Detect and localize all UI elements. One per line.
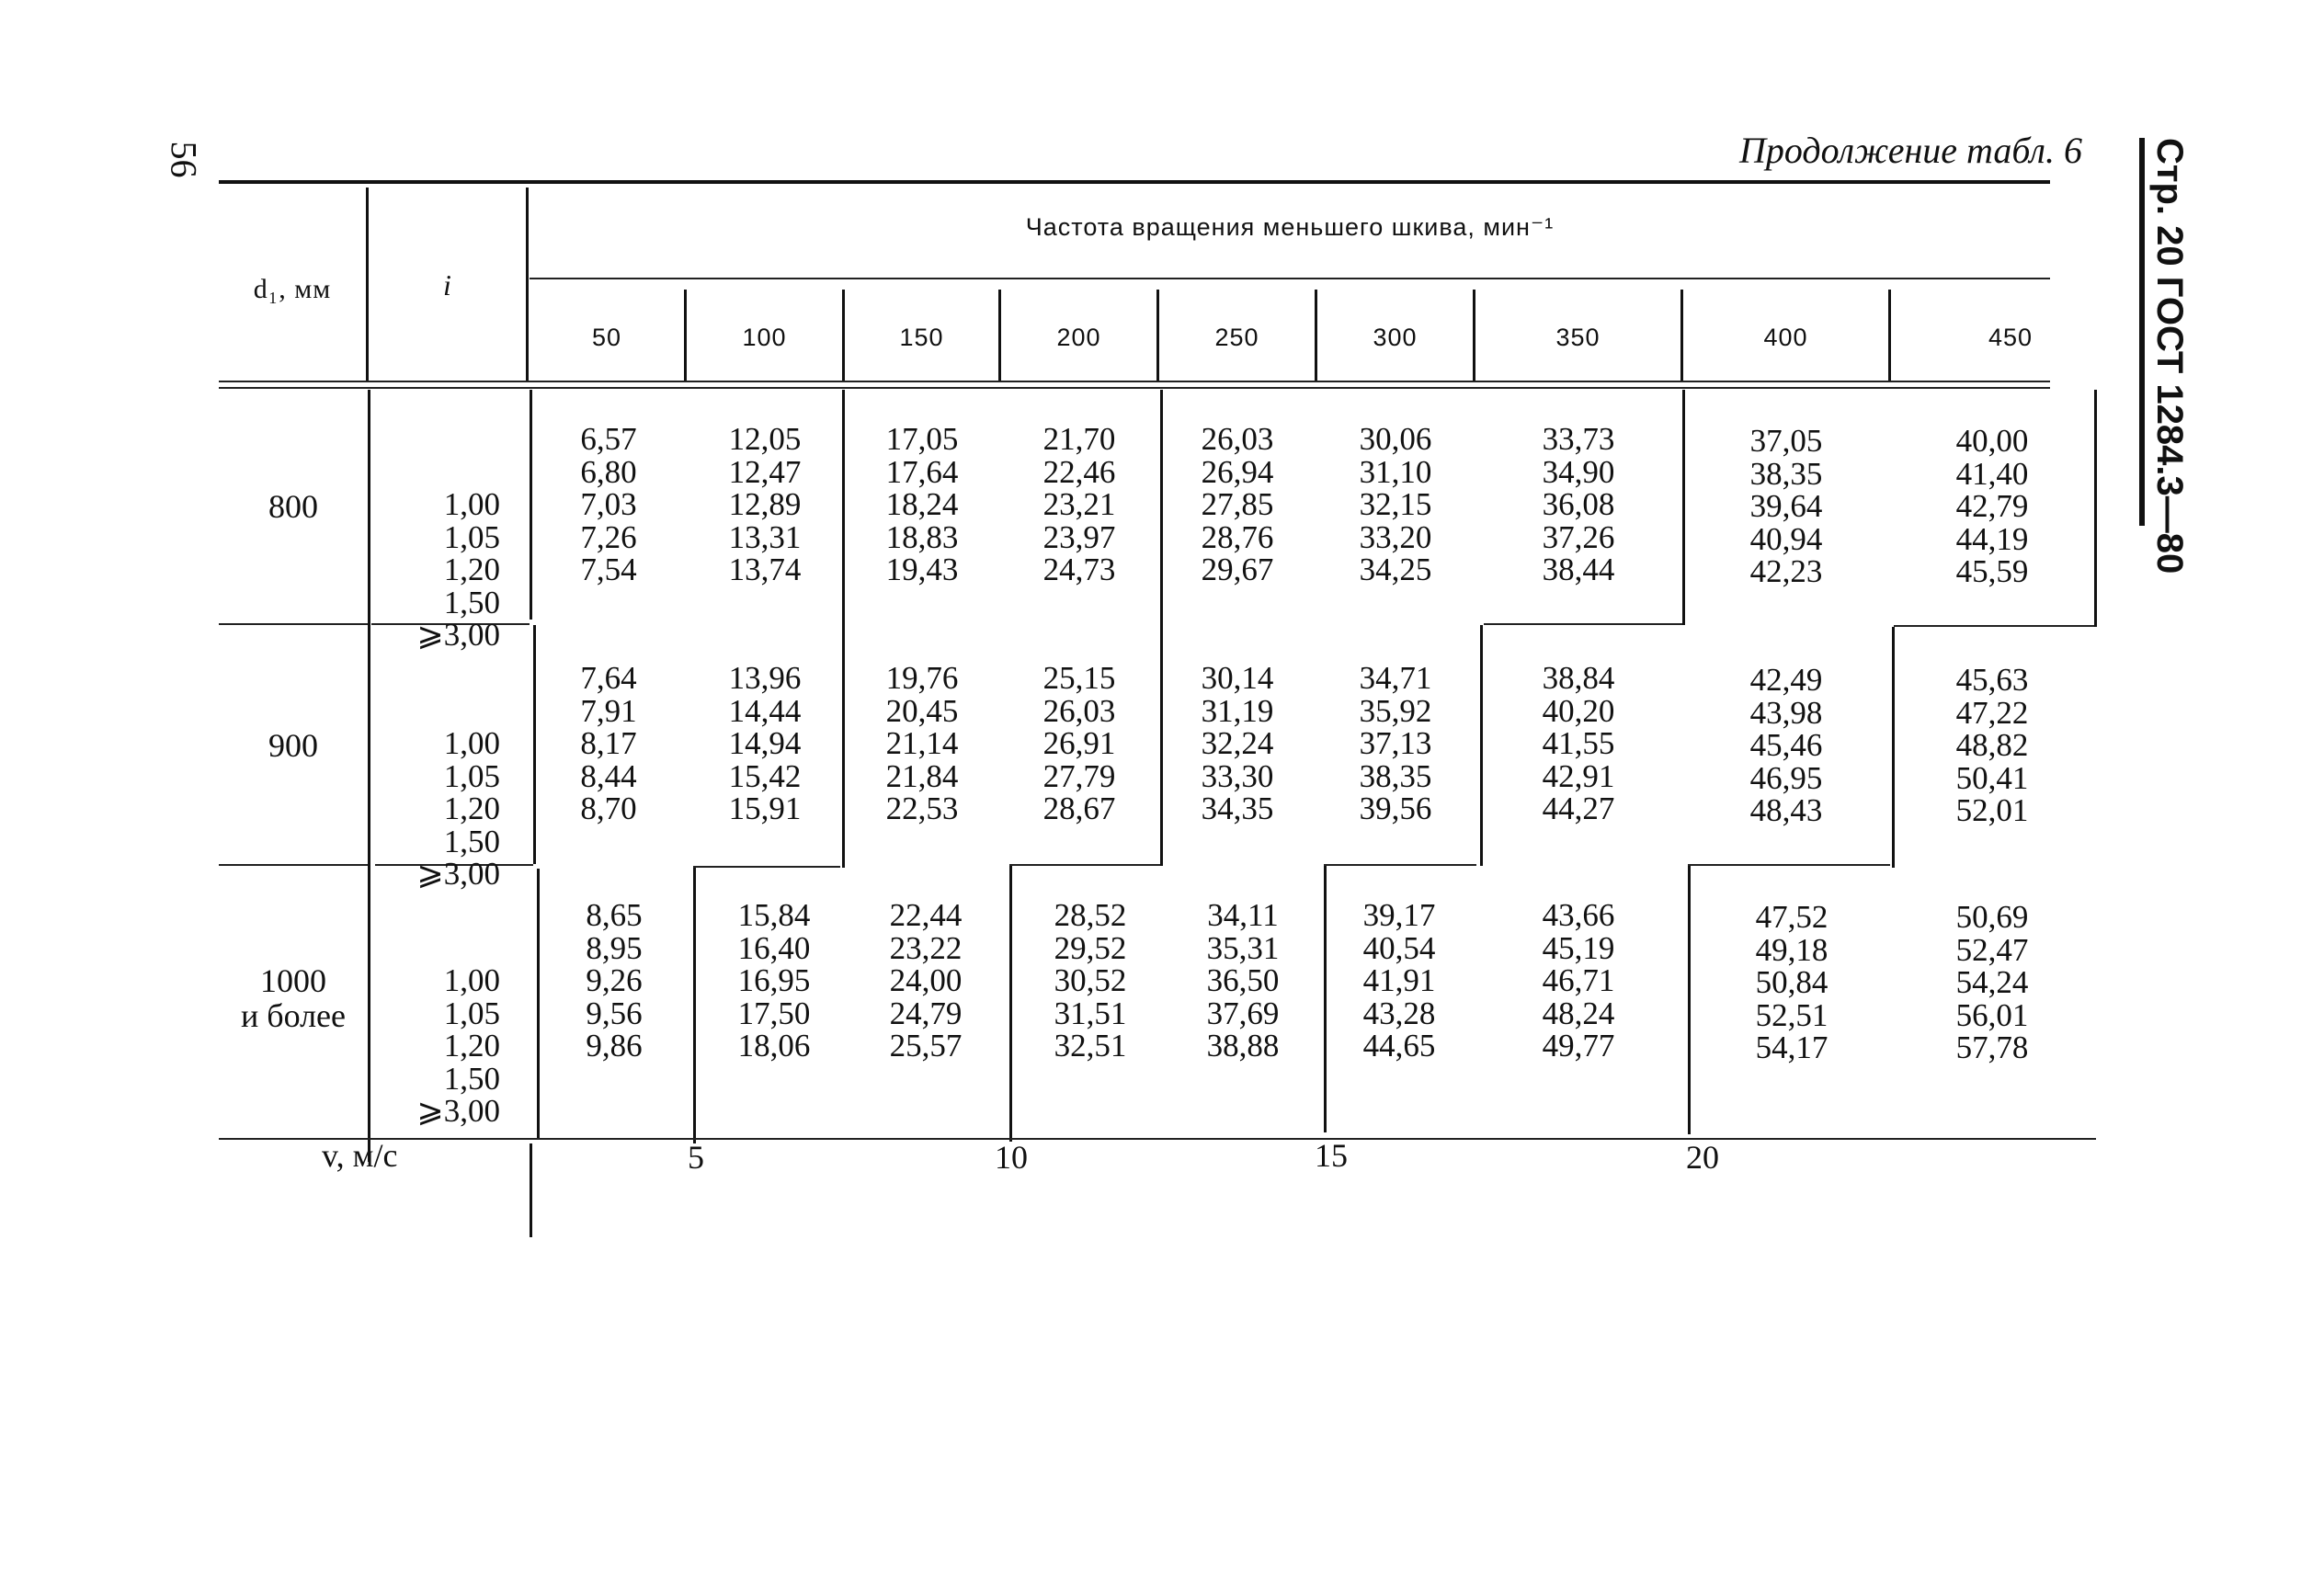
data-column: 50,69 52,47 54,24 56,01 57,78 — [1955, 899, 2029, 1065]
speed-axis-tick — [530, 1143, 532, 1237]
speed-contour-20 — [1894, 625, 2094, 627]
i-col-divider — [530, 390, 532, 620]
data-column: 8,65 8,95 9,26 9,56 9,86 — [586, 897, 643, 1063]
speed-contour-10 — [1009, 866, 1012, 1142]
data-column: 42,49 43,98 45,46 46,95 48,43 — [1749, 662, 1823, 828]
speed-mark-15: 15 — [1315, 1137, 1348, 1174]
side-header: Стр. 20 ГОСТ 1284.3—80 — [2149, 138, 2190, 574]
col-header-d1: d₁, мм — [253, 274, 332, 304]
freq-value-250: 250 — [1214, 324, 1259, 351]
data-column: 7,64 7,91 8,17 8,44 8,70 — [580, 660, 637, 826]
row-separator — [219, 864, 368, 866]
d1-col-divider — [368, 390, 370, 1162]
speed-contour-5 — [842, 390, 845, 868]
d1-value: 1000 и более — [240, 962, 347, 1034]
freq-value-200: 200 — [1056, 324, 1101, 351]
header-bottom-rule — [219, 381, 2050, 382]
freq-value-300: 300 — [1373, 324, 1418, 351]
data-column: 26,03 26,94 27,85 28,76 29,67 — [1201, 421, 1274, 587]
table-continuation-caption: Продолжение табл. 6 — [1738, 130, 2082, 171]
data-column: 15,84 16,40 16,95 17,50 18,06 — [737, 897, 811, 1063]
freq-value-100: 100 — [742, 324, 787, 351]
data-column: 30,14 31,19 32,24 33,30 34,35 — [1201, 660, 1274, 826]
data-column: 13,96 14,44 14,94 15,42 15,91 — [728, 660, 802, 826]
data-column: 39,17 40,54 41,91 43,28 44,65 — [1362, 897, 1436, 1063]
speed-contour-10 — [1009, 864, 1160, 866]
data-column: 34,71 35,92 37,13 38,35 39,56 — [1359, 660, 1432, 826]
speed-contour-20 — [2094, 390, 2097, 627]
speed-contour-15 — [1484, 623, 1682, 625]
d1-col-divider — [366, 188, 369, 381]
data-column: 37,05 38,35 39,64 40,94 42,23 — [1749, 423, 1823, 589]
data-column: 40,00 41,40 42,79 44,19 45,59 — [1955, 423, 2029, 589]
freq-value-450: 450 — [1988, 324, 2034, 351]
speed-mark-10: 10 — [995, 1139, 1028, 1176]
data-column: 21,70 22,46 23,21 23,97 24,73 — [1042, 421, 1116, 587]
freq-header: Частота вращения меньшего шкива, мин⁻¹ — [1025, 213, 1555, 241]
freq-value-400: 400 — [1763, 324, 1808, 351]
freq-value-350: 350 — [1555, 324, 1601, 351]
data-column: 25,15 26,03 26,91 27,79 28,67 — [1042, 660, 1116, 826]
header-bottom-rule-2 — [219, 387, 2050, 389]
speed-contour-5 — [693, 868, 696, 1143]
d1-value: 800 — [268, 488, 318, 525]
data-column: 12,05 12,47 12,89 13,31 13,74 — [728, 421, 802, 587]
d1-value: 900 — [268, 727, 318, 764]
i-values: 1,00 1,05 1,20 1,50 ⩾3,00 — [416, 725, 500, 892]
speed-mark-5: 5 — [688, 1139, 704, 1176]
i-values: 1,00 1,05 1,20 1,50 ⩾3,00 — [416, 486, 500, 653]
freq-value-150: 150 — [899, 324, 944, 351]
i-values: 1,00 1,05 1,20 1,50 ⩾3,00 — [416, 962, 500, 1129]
freq-value-50: 50 — [591, 324, 622, 351]
speed-contour-15 — [1324, 864, 1476, 866]
data-column: 43,66 45,19 46,71 48,24 49,77 — [1542, 897, 1615, 1063]
speed-contour-5 — [693, 866, 840, 868]
row-separator — [219, 623, 368, 625]
col-header-i: i — [443, 268, 452, 301]
data-column: 34,11 35,31 36,50 37,69 38,88 — [1206, 897, 1280, 1063]
speed-mark-20: 20 — [1686, 1139, 1719, 1176]
data-column: 33,73 34,90 36,08 37,26 38,44 — [1542, 421, 1615, 587]
speed-contour-20 — [1688, 864, 1890, 866]
data-column: 47,52 49,18 50,84 52,51 54,17 — [1755, 899, 1828, 1065]
table-bottom-rule — [219, 1138, 2096, 1140]
data-column: 30,06 31,10 32,15 33,20 34,25 — [1359, 421, 1432, 587]
table-top-rule — [219, 180, 2050, 184]
data-column: 17,05 17,64 18,24 18,83 19,43 — [885, 421, 959, 587]
data-column: 45,63 47,22 48,82 50,41 52,01 — [1955, 662, 2029, 828]
data-column: 6,57 6,80 7,03 7,26 7,54 — [580, 421, 637, 587]
data-column: 19,76 20,45 21,14 21,84 22,53 — [885, 660, 959, 826]
page-number: 56 — [163, 141, 205, 178]
speed-label: v, м/с — [322, 1137, 398, 1174]
data-column: 28,52 29,52 30,52 31,51 32,51 — [1054, 897, 1127, 1063]
i-col-divider — [526, 188, 529, 381]
data-column: 22,44 23,22 24,00 24,79 25,57 — [889, 897, 963, 1063]
data-column: 38,84 40,20 41,55 42,91 44,27 — [1542, 660, 1615, 826]
freq-subheader-rule — [530, 278, 2050, 279]
